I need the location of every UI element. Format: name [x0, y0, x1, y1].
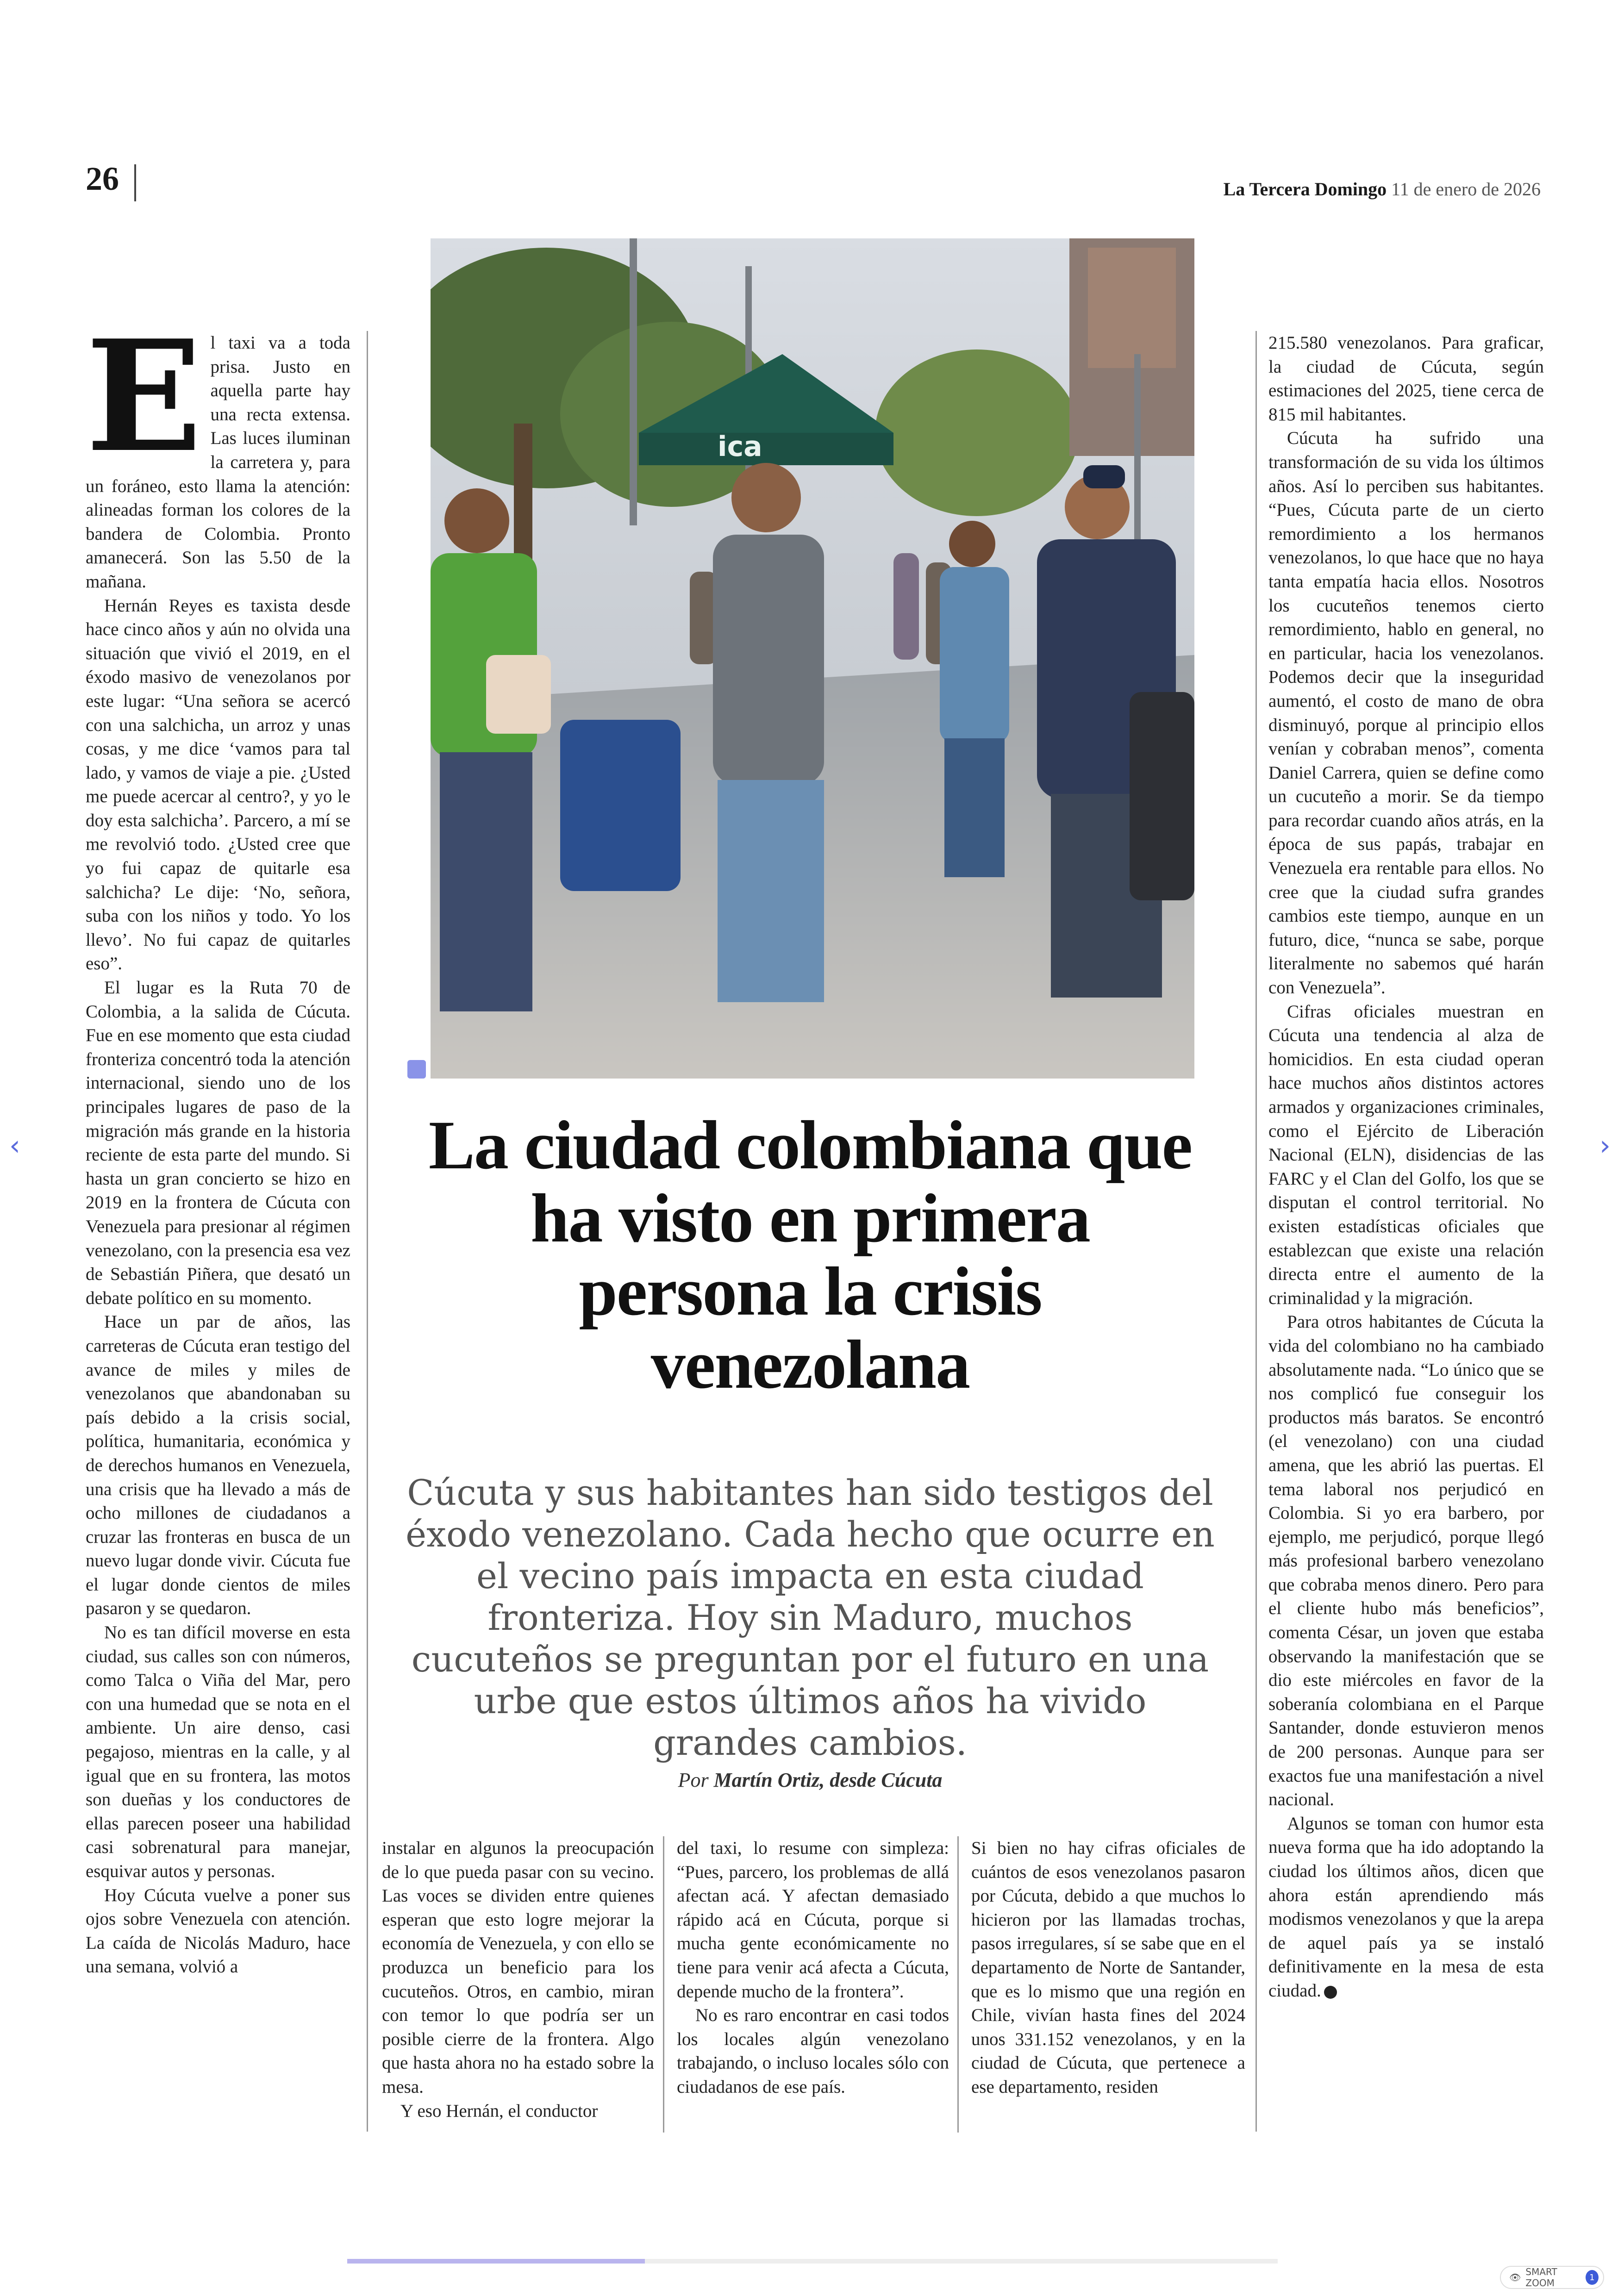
drop-cap: E	[86, 306, 202, 486]
paragraph: Y eso Hernán, el conductor	[400, 2101, 598, 2121]
reading-progress-fill	[347, 2259, 645, 2264]
article-column-3	[677, 1836, 949, 2099]
article-column-2	[382, 1836, 654, 2123]
article-headline: La ciudad colombiana que ha visto en primera persona la crisis venezolana	[428, 1107, 1192, 1403]
article-column-4	[971, 1836, 1245, 2099]
paragraph: No es raro encontrar en casi todos los locales algún venezolano trabajando, o incluso locales sólo con ciudadanos de ese país.	[677, 2005, 949, 2097]
end-of-article-icon	[1324, 1986, 1337, 1999]
paragraph: No es tan difícil moverse en esta ciudad, sus calles son con números, como Talca o Viña del Mar, pero con una humedad que se nota en el ambiente. Un aire denso, casi pegajoso, mientras en la calle, y al igual que en su frontera, las motos son dueñas y los conductores de ellas parecen poseer una habilidad casi sobrenatural para manejar, esquivar autos y personas.	[86, 1622, 350, 1881]
paragraph: 215.580 venezolanos. Para graficar, la ciudad de Cúcuta, según estimaciones del 2025, tiene cerca de 815 mil habitantes.	[1268, 333, 1544, 424]
page-number: 26	[86, 160, 119, 197]
tent-sign: ica	[718, 430, 762, 463]
article-byline	[417, 1768, 1204, 1792]
publication-date: 11 de enero de 2026	[1391, 179, 1541, 200]
byline-prefix: Por	[678, 1769, 709, 1791]
article-column-1	[86, 306, 350, 1979]
article-column-5	[1268, 331, 1544, 2003]
page-number-divider	[134, 164, 136, 201]
paragraph: instalar en algunos la preocupación de lo que pueda pasar con su vecino. Las voces se dividen entre quienes esperan que esto logre mejorar la economía de Venezuela, y con ello se produzca un beneficio para los cucuteños. Otros, en cambio, miran con temor lo que podría ser un posible cierre de la frontera. Algo que hasta ahora no ha estado sobre la mesa.	[382, 1838, 654, 2097]
paragraph: Cifras oficiales muestran en Cúcuta una tendencia al alza de homicidios. En esta ciudad operan hace muchos años distintos actores armados y organizaciones criminales, como el Ejército de Liberación Nacional (ELN), disidencias de las FARC y el Clan del Golfo, los que se disputan el control territorial. No existen estadísticas oficiales que establezcan que existe una relación directa entre el aumento de la criminalidad y la migración.	[1268, 1001, 1544, 1308]
paragraph: Hace un par de años, las carreteras de Cúcuta eran testigo del avance de miles y miles de venezolanos que abandonaban su país debido a la crisis social, política, humanitaria, económica y de derechos humanos en Venezuela, una crisis que ha llevado a más de ocho millones de ciudadanos a cruzar las fronteras en busca de un nuevo lugar donde vivir. Cúcuta fue el lugar donde cientos de miles pasaron y se quedaron.	[86, 1312, 350, 1619]
publication-line	[1224, 178, 1541, 200]
column-rule	[1255, 331, 1257, 2132]
eye-icon: 👁	[1509, 2272, 1521, 2283]
paragraph: El lugar es la Ruta 70 de Colombia, a la salida de Cúcuta. Fue en ese momento que esta ciudad fronteriza concentró toda la atención internacional, siendo uno de los principales lugares de paso de la migración más grande en la historia reciente de esta parte del mundo. Si hasta un gran concierto se hizo en 2019 en la frontera de Cúcuta con Venezuela para presionar al régimen venezolano, con la presencia esa vez de Sebastián Piñera, que desató un debate político en su momento.	[86, 978, 350, 1308]
smart-zoom-badge: 1	[1586, 2270, 1599, 2285]
column-rule	[957, 1836, 959, 2133]
article-photo[interactable]	[431, 238, 1194, 1079]
column-rule	[367, 331, 368, 2132]
prev-page-arrow-icon[interactable]: ‹	[9, 1129, 20, 1162]
next-page-arrow-icon[interactable]: ›	[1599, 1129, 1611, 1162]
paragraph: Hernán Reyes es taxista desde hace cinco años y aún no olvida una situación que vivió el 2019, en el éxodo masivo de venezolanos por este lugar: “Una señora se acercó con una salchicha, un arroz y unas cosas, y me dice ‘vamos para tal lado, y vamos de viaje a pie. ¿Usted me puede acercar al centro?, y yo le doy esta salchicha’. Parcero, a mí se me revolvió todo. ¿Usted cree que yo fui capaz de quitarle esa salchicha? Le dije: ‘No, señora, suba con los niños y todo. Yo los llevo’. No fui capaz de quitarles eso”.	[86, 595, 350, 974]
paragraph-last: Algunos se toman con humor esta nueva forma que ha ido adoptando la ciudad los últimos años, dicen que ahora están aprendiendo más modismos venezolanos y que la arepa de aquel país ya se instaló definitivamente en la mesa de esta ciudad.	[1268, 1813, 1544, 2001]
paragraph: Si bien no hay cifras oficiales de cuántos de esos venezolanos pasaron por Cúcuta, debido a que muchos lo hicieron por las llamadas trochas, pasos irregulares, sí se sabe que en el departamento de Norte de Santander, que es lo mismo que una región en Chile, vivían hasta fines del 2024 unos 331.152 venezolanos, y en la ciudad de Cúcuta, que pertenece a ese departamento, residen	[971, 1838, 1245, 2097]
article-deck: Cúcuta y sus habitantes han sido testigos del éxodo venezolano. Cada hecho que ocurre en el vecino país impacta en esta ciudad fronteriza. Hoy sin Maduro, muchos cucuteños se preguntan por el futuro en una urbe que estos últimos años ha vivido grandes cambios.	[406, 1472, 1215, 1763]
smart-zoom-button[interactable]	[1500, 2266, 1604, 2289]
paragraph: Para otros habitantes de Cúcuta la vida del colombiano no ha cambiado absolutamente nada. “Lo único que se nos complicó fue conseguir los productos más baratos. Se encontró (el venezolano) con una ciudad amena, que les abrió las puertas. El tema laboral nos perjudicó en Colombia. Si yo era barbero, por ejemplo, me perjudicó, porque llegó más profesional barbero venezolano que cobraba menos dinero. Pero para el cliente hubo más beneficios”, comenta César, un joven que estaba observando la manifestación que se dio este miércoles en favor de la soberanía colombiana en el Parque Santander, donde estuvieron menos de 200 personas. Aunque para ser exactos fue una manifestación a nivel nacional.	[1268, 1312, 1544, 1810]
paragraph: del taxi, lo resume con simpleza: “Pues, parcero, los problemas de allá afectan acá. Y afectan demasiado rápido acá en Cúcuta, porque si mucha gente económicamente no tiene para venir acá afecta a Cúcuta, depende mucho de la frontera”.	[677, 1838, 949, 2002]
column-rule	[663, 1836, 664, 2133]
paragraph-1: El taxi va a toda prisa. Justo en aquella parte hay una recta extensa. Las luces iluminan la carretera y, para un foráneo, esto llama la atención: alineadas forman los colores de la bandera de Colombia. Pronto amanecerá. Son las 5.50 de la mañana.	[86, 306, 350, 592]
byline-author: Martín Ortiz, desde Cúcuta	[713, 1769, 943, 1791]
note-icon[interactable]	[407, 1060, 426, 1079]
publication-name: La Tercera Domingo	[1223, 179, 1387, 200]
paragraph: Cúcuta ha sufrido una transformación de su vida los últimos años. Así lo perciben sus habitantes. “Pues, Cúcuta parte de un cierto remordimiento a los hermanos venezolanos, lo que hace que no haya tanta empatía hacia ellos. Nosotros los cucuteños tenemos cierto remordimiento, hablo en general, no en particular, hacia los venezolanos. Podemos decir que la inseguridad aumentó, el costo de mano de obra disminuyó, porque al principio ellos venían y cobraban menos”, comenta Daniel Carrera, quien se define como un cucuteño a morir. Se da tiempo para recordar cuando años atrás, en la época de sus papás, trabajar en Venezuela era rentable para ellos. No cree que la ciudad sufra grandes cambios este tiempo, aunque en un futuro, dice, “nunca se sabe, porque literalmente no sabemos qué harán con Venezuela”.	[1268, 428, 1544, 998]
smart-zoom-label: SMART ZOOM	[1525, 2266, 1557, 2289]
paragraph: Hoy Cúcuta vuelve a poner sus ojos sobre Venezuela con atención. La caída de Nicolás Maduro, hace una semana, volvió a	[86, 1885, 350, 1977]
